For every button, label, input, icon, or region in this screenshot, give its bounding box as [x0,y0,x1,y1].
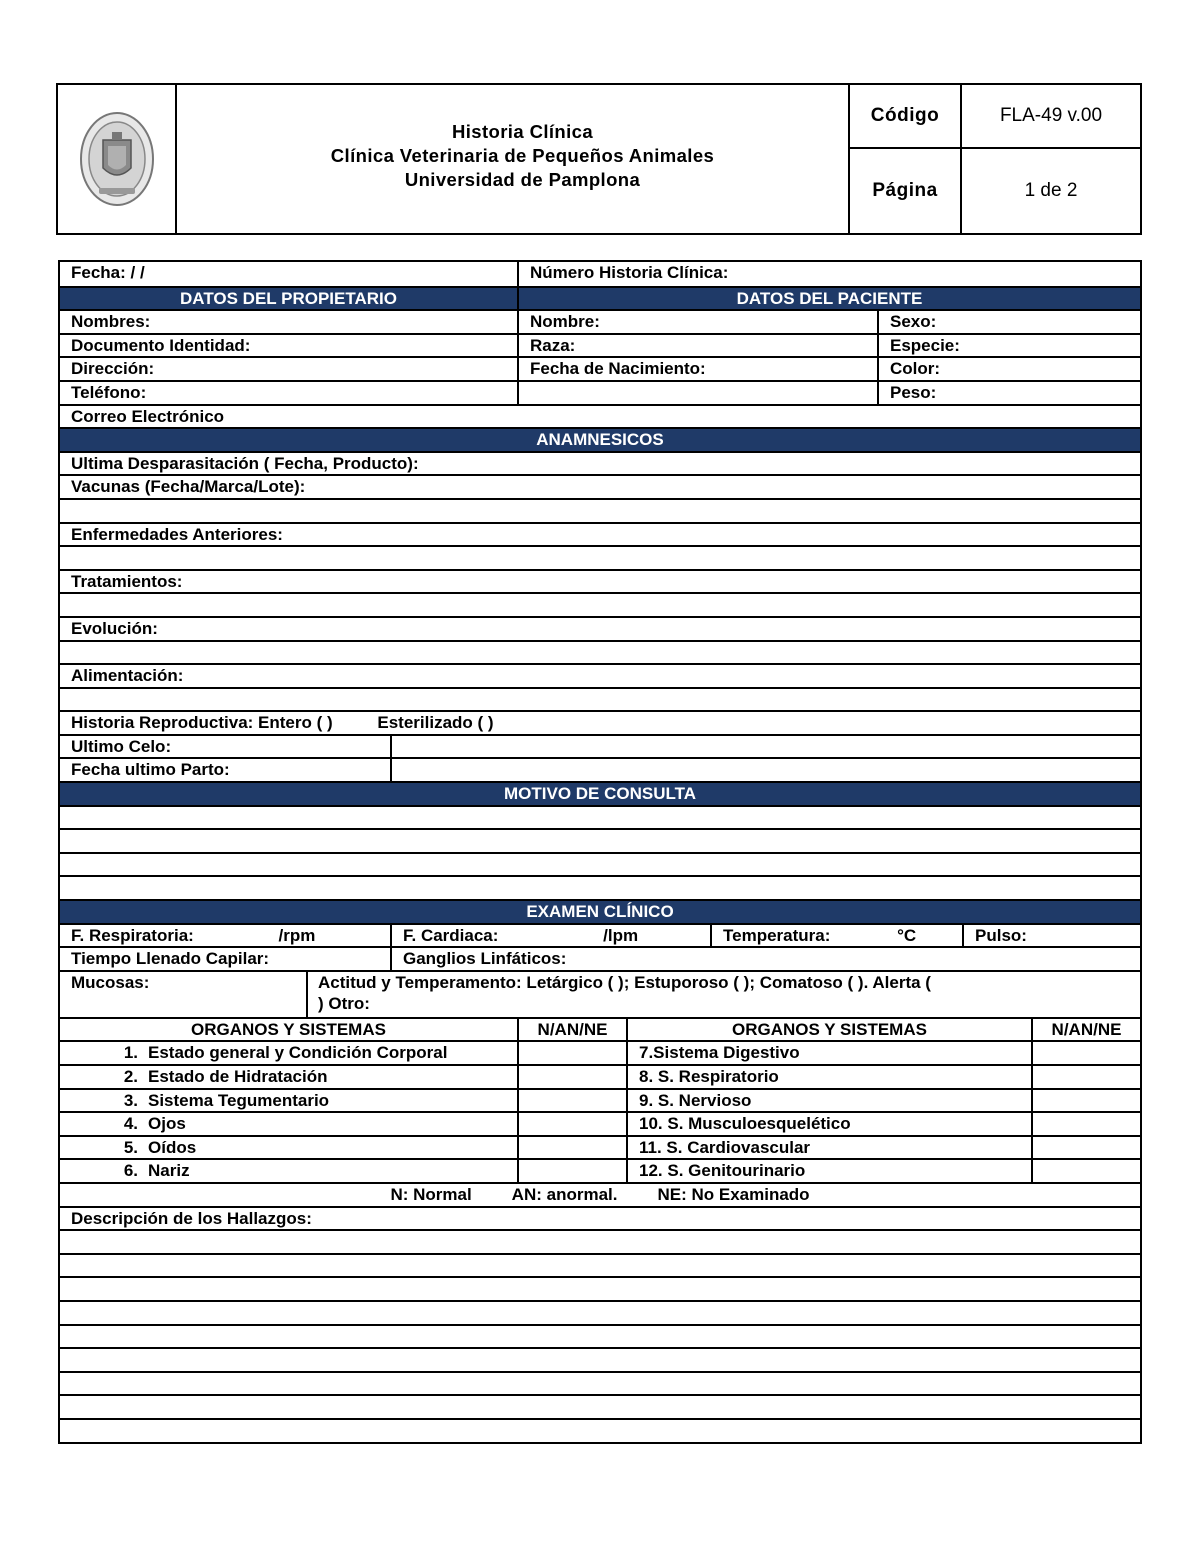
blank-line[interactable] [60,1253,1140,1277]
f-cardiaca-field [390,925,710,947]
blank-line[interactable] [60,805,1140,829]
form-row [60,262,1140,286]
numero-historia-field[interactable]: Número Historia Clínica: [517,262,1140,286]
f-cardiaca-label: F. Cardiaca: [403,925,499,945]
legend-anormal: AN: anormal. [511,1184,618,1204]
form-row [60,970,1140,1017]
fecha-field[interactable]: Fecha: / / [71,263,145,282]
organo-right-item: 10. S. Musculoesquelético [626,1113,1031,1135]
organos-header-right: ORGANOS Y SISTEMAS [626,1019,1031,1041]
ultimo-parto-field: Fecha ultimo Parto: [71,760,230,780]
legend-no-examinado: NE: No Examinado [657,1184,810,1204]
form-row [60,404,1140,428]
evolucion-field[interactable]: Evolución: [71,618,158,638]
form-row [60,1206,1140,1230]
form-row [60,309,1140,333]
patient-section-title: DATOS DEL PACIENTE [517,288,1140,310]
rpm-unit: /rpm [278,925,316,945]
patient-especie-field[interactable]: Especie: [877,335,1140,357]
title-line-1: Historia Clínica [451,121,594,142]
ultimo-celo-input[interactable] [390,736,1140,758]
alimentacion-field[interactable]: Alimentación: [71,666,184,686]
nan-header-left: N/AN/NE [517,1019,626,1041]
blank-line[interactable] [60,1347,1140,1371]
lpm-unit: /lpm [603,925,639,945]
patient-color-field[interactable]: Color: [877,358,1140,380]
blank-line[interactable] [60,1418,1140,1442]
organo-left-nan-cell[interactable] [517,1090,626,1112]
organos-row [60,1088,1140,1112]
organo-right-nan-cell[interactable] [1031,1042,1140,1064]
ultimo-celo-field: Ultimo Celo: [71,736,172,756]
organos-row [60,1064,1140,1088]
organo-right-nan-cell[interactable] [1031,1113,1140,1135]
blank-line[interactable] [60,828,1140,852]
organo-left-number: 1. [123,1043,138,1063]
hallazgos-field: Descripción de los Hallazgos: [71,1208,312,1228]
document-title [176,84,849,234]
organo-left-item [60,1137,517,1159]
patient-nombre-field[interactable]: Nombre: [517,311,877,333]
nan-header-right: N/AN/NE [1031,1019,1140,1041]
patient-peso-field[interactable]: Peso: [877,382,1140,404]
organo-right-nan-cell[interactable] [1031,1137,1140,1159]
title-line-2: Clínica Veterinaria de Pequeños Animales [330,145,715,166]
esterilizado-field[interactable]: Esterilizado ( ) [377,713,494,733]
owner-documento-field[interactable]: Documento Identidad: [71,335,251,355]
organo-left-number: 5. [123,1137,138,1157]
university-seal-icon [58,110,175,208]
ganglios-field[interactable]: Ganglios Linfáticos: [390,948,1140,970]
organo-left-label: Estado general y Condición Corporal [148,1043,448,1063]
form-row [60,522,1140,546]
pagina-label: Página [849,148,961,234]
organo-right-item: 7.Sistema Digestivo [626,1042,1031,1064]
organos-row [60,1158,1140,1182]
organo-left-nan-cell[interactable] [517,1137,626,1159]
owner-direccion-field[interactable]: Dirección: [71,359,155,379]
organos-row [60,1111,1140,1135]
legend-row [60,1182,1140,1206]
blank-line[interactable] [60,852,1140,876]
organo-right-nan-cell[interactable] [1031,1160,1140,1182]
form-row [60,474,1140,498]
organos-header-left: ORGANOS Y SISTEMAS [191,1019,386,1039]
pulso-field[interactable]: Pulso: [962,925,1140,947]
blank-line[interactable] [60,1394,1140,1418]
organo-left-label: Sistema Tegumentario [148,1090,330,1110]
organo-left-nan-cell[interactable] [517,1066,626,1088]
section-band [60,899,1140,923]
organos-row [60,1135,1140,1159]
actitud-line-1: Actitud y Temperamento: Letárgico ( ); Estuporoso ( ); Comatoso ( ). Alerta ( [318,972,931,992]
blank-line[interactable] [60,1229,1140,1253]
organo-right-nan-cell[interactable] [1031,1066,1140,1088]
patient-raza-field[interactable]: Raza: [517,335,877,357]
title-line-3: Universidad de Pamplona [404,169,641,190]
form-row [60,757,1140,781]
organo-left-number: 4. [123,1114,138,1134]
blank-line[interactable] [60,592,1140,616]
organos-header-row [60,1017,1140,1041]
organo-left-item [60,1090,517,1112]
enfermedades-field[interactable]: Enfermedades Anteriores: [71,524,283,544]
motivo-section-title: MOTIVO DE CONSULTA [503,784,697,804]
form-row [60,333,1140,357]
organo-right-item: 12. S. Genitourinario [626,1160,1031,1182]
codigo-value: FLA-49 v.00 [961,84,1141,148]
clinical-history-form [58,260,1142,1444]
organo-left-number: 2. [123,1067,138,1086]
organo-left-label: Estado de Hidratación [148,1067,328,1086]
f-respiratoria-field [60,925,390,947]
blank-line[interactable] [60,1300,1140,1324]
organo-right-item: 11. S. Cardiovascular [626,1137,1031,1159]
owner-section-title: DATOS DEL PROPIETARIO [180,288,397,308]
patient-nacimiento-field[interactable]: Fecha de Nacimiento: [517,358,877,380]
blank-line[interactable] [60,1276,1140,1300]
section-band [60,286,1140,310]
codigo-label: Código [849,84,961,148]
actitud-field[interactable] [306,972,1140,1017]
organos-row [60,1040,1140,1064]
organo-left-label: Nariz [148,1161,190,1181]
tiempo-llenado-field[interactable]: Tiempo Llenado Capilar: [71,949,270,969]
patient-sexo-field[interactable]: Sexo: [877,311,1140,333]
organo-left-item [60,1160,517,1182]
temperatura-field [710,925,962,947]
actitud-line-2: ) Otro: [318,993,370,1013]
blank-line[interactable] [60,545,1140,569]
blank-line[interactable] [60,1324,1140,1348]
owner-nombres-field[interactable]: Nombres: [71,312,151,332]
section-band [60,427,1140,451]
form-row [60,946,1140,970]
blank-line[interactable] [60,640,1140,664]
organo-right-nan-cell[interactable] [1031,1090,1140,1112]
pagina-value: 1 de 2 [961,148,1141,234]
organo-left-item [60,1113,517,1135]
vacunas-field[interactable]: Vacunas (Fecha/Marca/Lote): [71,477,306,497]
organo-left-item [60,1042,517,1064]
tratamientos-field[interactable]: Tratamientos: [71,571,183,591]
form-row [60,663,1140,687]
form-row [60,923,1140,947]
form-row [60,356,1140,380]
section-band [60,781,1140,805]
organo-left-nan-cell[interactable] [517,1160,626,1182]
form-row [60,569,1140,593]
organo-left-label: Oídos [148,1137,197,1157]
owner-telefono-field[interactable]: Teléfono: [71,382,147,402]
mucosas-field[interactable]: Mucosas: [71,972,150,992]
organo-left-label: Ojos [148,1114,186,1134]
blank-line[interactable] [60,687,1140,711]
organo-left-nan-cell[interactable] [517,1042,626,1064]
anamnesis-section-title: ANAMNESICOS [536,430,664,450]
f-respiratoria-label: F. Respiratoria: [71,925,194,945]
logo-cell [57,84,176,234]
form-row [60,380,1140,404]
form-row [60,616,1140,640]
desparasitacion-field[interactable]: Ultima Desparasitación ( Fecha, Producto): [71,453,419,473]
historia-reproductiva-field[interactable]: Historia Reproductiva: Entero ( ) [71,713,333,733]
organo-right-item: 9. S. Nervioso [626,1090,1031,1112]
organo-left-number: 3. [123,1090,138,1110]
document-header [56,83,1142,235]
form-row [60,451,1140,475]
organo-left-number: 6. [123,1161,138,1181]
organo-left-item [60,1066,517,1088]
patient-blank-field[interactable] [517,382,877,404]
grados-unit: °C [897,925,917,945]
correo-field[interactable]: Correo Electrónico [71,406,225,426]
blank-line[interactable] [60,498,1140,522]
ultimo-parto-input[interactable] [390,759,1140,781]
legend-normal: N: Normal [390,1184,472,1204]
blank-line[interactable] [60,1371,1140,1395]
examen-section-title: EXAMEN CLÍNICO [526,902,674,922]
organo-right-item: 8. S. Respiratorio [626,1066,1031,1088]
form-row [60,734,1140,758]
blank-line[interactable] [60,875,1140,899]
organo-left-nan-cell[interactable] [517,1113,626,1135]
form-row [60,710,1140,734]
temperatura-label: Temperatura: [723,925,831,945]
